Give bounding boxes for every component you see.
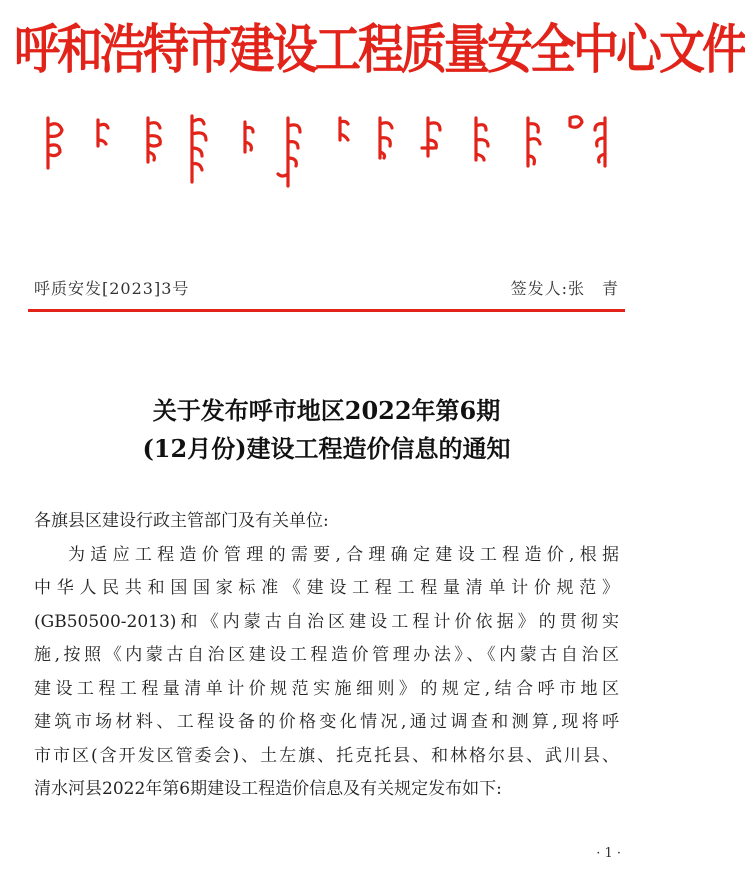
red-divider <box>28 309 625 312</box>
salutation: 各旗县区建设行政主管部门及有关单位: <box>34 511 329 531</box>
body-line: 建筑市场材料、工程设备的价格变化情况,通过调查和测算,现将呼 <box>34 712 619 732</box>
mongolian-script-title <box>40 112 615 192</box>
body-line: (GB50500-2013)和《内蒙古自治区建设工程计价依据》的贯彻实 <box>34 611 619 632</box>
signer: 签发人:张 青 <box>510 279 619 298</box>
page-number: · 1 · <box>596 846 621 861</box>
body-line: 为适应工程造价管理的需要,合理确定建设工程造价,根据 <box>68 544 619 565</box>
notice-title-line-2: (12月份)建设工程造价信息的通知 <box>142 434 511 463</box>
body-line: 市市区(含开发区管委会)、土左旗、托克托县、和林格尔县、武川县、 <box>34 745 619 766</box>
body-line: 建设工程工程量清单计价规范实施细则》的规定,结合呼市地区 <box>34 678 619 699</box>
document-number: 呼质安发[2023]3号 <box>34 279 190 298</box>
body-line: 中华人民共和国国家标准《建设工程工程量清单计价规范》 <box>34 578 619 598</box>
issuing-organization-title: 呼和浩特市建设工程质量安全中心文件 <box>14 18 745 81</box>
notice-body <box>34 505 619 807</box>
notice-title-line-1: 关于发布呼市地区2022年第6期 <box>152 396 501 425</box>
document-meta-row <box>34 276 619 299</box>
body-line: 清水河县2022年第6期建设工程造价信息及有关规定发布如下: <box>34 779 502 799</box>
notice-title <box>0 392 653 468</box>
body-line: 施,按照《内蒙古自治区建设工程造价管理办法》、《内蒙古自治区 <box>34 645 619 665</box>
